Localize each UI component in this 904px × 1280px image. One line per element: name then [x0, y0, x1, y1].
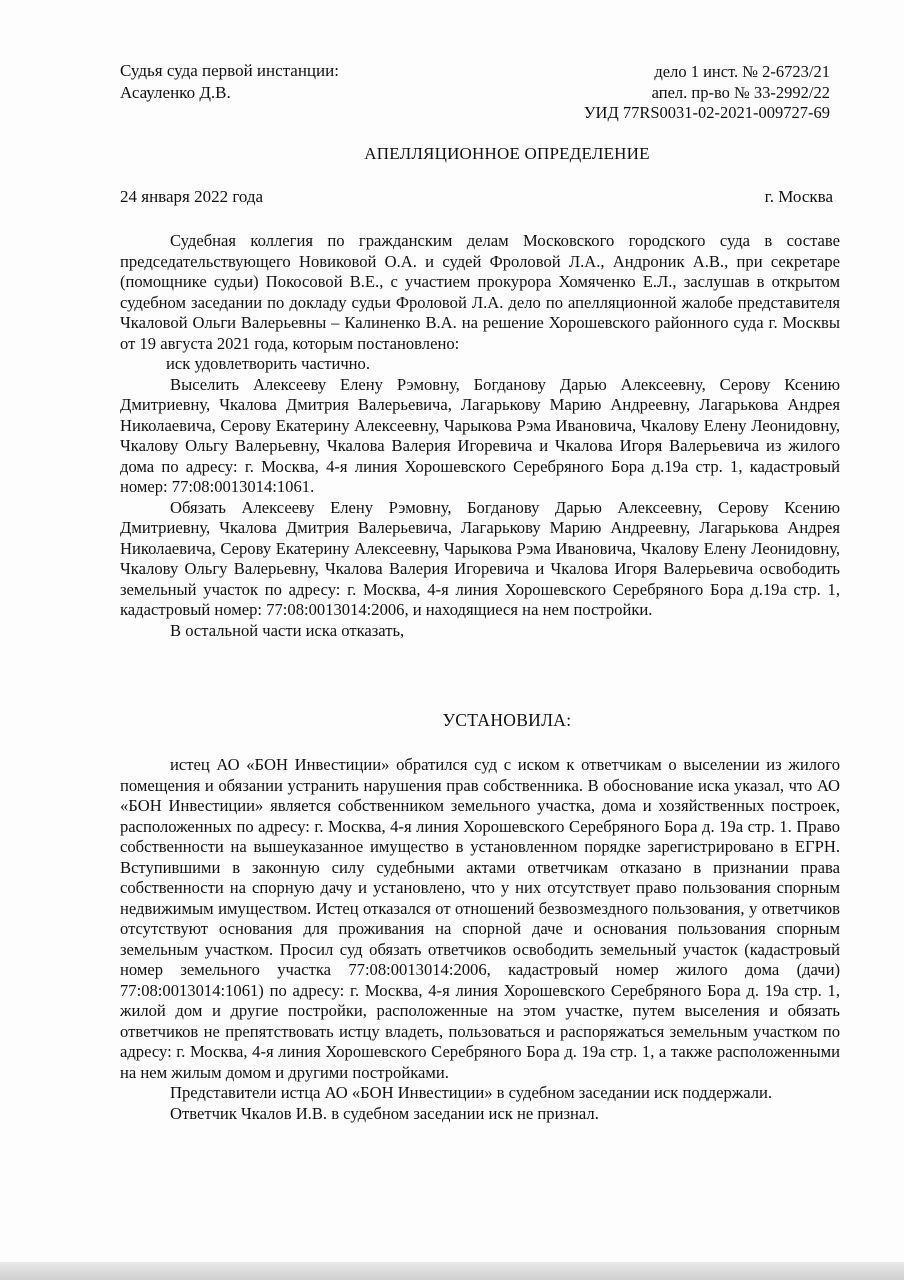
case-first-instance: дело 1 инст. № 2-6723/21: [654, 62, 830, 81]
established-paragraph: Представители истца АО «БОН Инвестиции» в судебном заседании иск поддержали.: [170, 1083, 773, 1102]
ruling-paragraph: В остальной части иска отказать,: [170, 620, 405, 640]
intro-paragraph: Судебная коллегия по гражданским делам Московского городского суда в составе председательствующего Новиковой О.А. и судей Фроловой Л.А., Андроник А.В., при секретаре (помощнике судьи) Покосовой В.Е., с участием прокурора Хомяченко Е.Л., заслушав в открытом судебном заседании по докладу судьи Фроловой Л.А. дело по апелляционной жалобе представителя Чкаловой Ольги Валерьевны – Калиненко В.А. на решение Хорошевского районного суда г. Москвы от 19 августа 2021 года, которым постановлено:: [120, 231, 840, 353]
judge-info: [120, 60, 339, 104]
intro-section: [120, 231, 840, 641]
judge-label: Судья суда первой инстанции:: [120, 61, 339, 80]
judge-name: Асауленко Д.В.: [120, 83, 231, 102]
established-paragraph: истец АО «БОН Инвестиции» обратился суд с иском к ответчикам о выселении из жилого помещения и обязании устранить нарушения прав собственника. В обоснование иска указал, что АО «БОН Инвестиции» является собственником земельного участка, дома и хозяйственных построек, расположенных по адресу: г. Москва, 4-я линия Хорошевского Серебряного Бора д. 19а стр. 1. Право собственности на вышеуказанное имущество в установленном порядке зарегистрировано в ЕГРН. Вступившими в законную силу судебными актами ответчикам отказано в признании права собственности на спорную дачу и установлено, что у них отсутствует право пользования спорным недвижимым имуществом. Истец отказался от отношений безвозмездного пользования, у ответчиков отсутствуют основания для проживания на спорной даче и основания пользования спорным земельным участком. Просил суд обязать ответчиков освободить земельный участок (кадастровый номер земельного участка 77:08:0013014:2006, кадастровый номер жилого дома (дачи) 77:08:0013014:1061) по адресу: г. Москва, 4-я линия Хорошевского Серебряного Бора д. 19а стр. 1, жилой дом и другие постройки, расположенные на этом участке, путем выселения и обязать ответчиков не препятствовать истцу владеть, пользоваться и распоряжаться земельным участком по адресу: г. Москва, 4-я линия Хорошевского Серебряного Бора д. 19а стр. 1, а также расположенными на нем жилым домом и другими постройками.: [120, 755, 840, 1082]
document-city: г. Москва: [764, 187, 833, 206]
established-paragraph: Ответчик Чкалов И.В. в судебном заседании иск не признал.: [170, 1103, 599, 1123]
ruling-paragraph: Выселить Алексееву Елену Рэмовну, Богданову Дарью Алексеевну, Серову Ксению Дмитриевну, Чкалова Дмитрия Валерьевича, Лагарькову Марию Андреевну, Лагарькова Андрея Николаевича, Серову Екатерину Алексеевну, Чарыкова Рэма Ивановича, Чкалову Елену Леонидовну, Чкалову Ольгу Валерьевну, Чкалова Валерия Игоревича и Чкалова Игоря Валерьевича из жилого дома по адресу: г. Москва, 4-я линия Хорошевского Серебряного Бора д.19а стр. 1, кадастровый номер: 77:08:0013014:1061.: [120, 374, 840, 496]
ruling-paragraph: Обязать Алексееву Елену Рэмовну, Богданову Дарью Алексеевну, Серову Ксению Дмитриевну, Чкалова Дмитрия Валерьевича, Лагарькову Марию Андреевну, Лагарькова Андрея Николаевича, Серову Екатерину Алексеевну, Чарыкова Рэма Ивановича, Чкалову Елену Леонидовну, Чкалову Ольгу Валерьевну, Чкалова Валерия Игоревича и Чкалова Игоря Валерьевича освободить земельный участок по адресу: г. Москва, 4-я линия Хорошевского Серебряного Бора д.19а стр. 1, кадастровый номер: 77:08:0013014:2006, и находящиеся на нем постройки.: [120, 497, 840, 619]
page-bottom-edge: [0, 1262, 904, 1280]
case-appeal: апел. пр-во № 33-2992/22: [651, 82, 830, 102]
ruling-paragraph: иск удовлетворить частично.: [166, 354, 371, 373]
document-title: АПЕЛЛЯЦИОННОЕ ОПРЕДЕЛЕНИЕ: [364, 144, 650, 163]
section-title: УСТАНОВИЛА:: [442, 710, 572, 730]
case-numbers: [584, 62, 830, 124]
established-section: [120, 755, 840, 1124]
case-uid: УИД 77RS0031-02-2021-009727-69: [583, 103, 830, 122]
document-date: 24 января 2022 года: [120, 187, 264, 206]
